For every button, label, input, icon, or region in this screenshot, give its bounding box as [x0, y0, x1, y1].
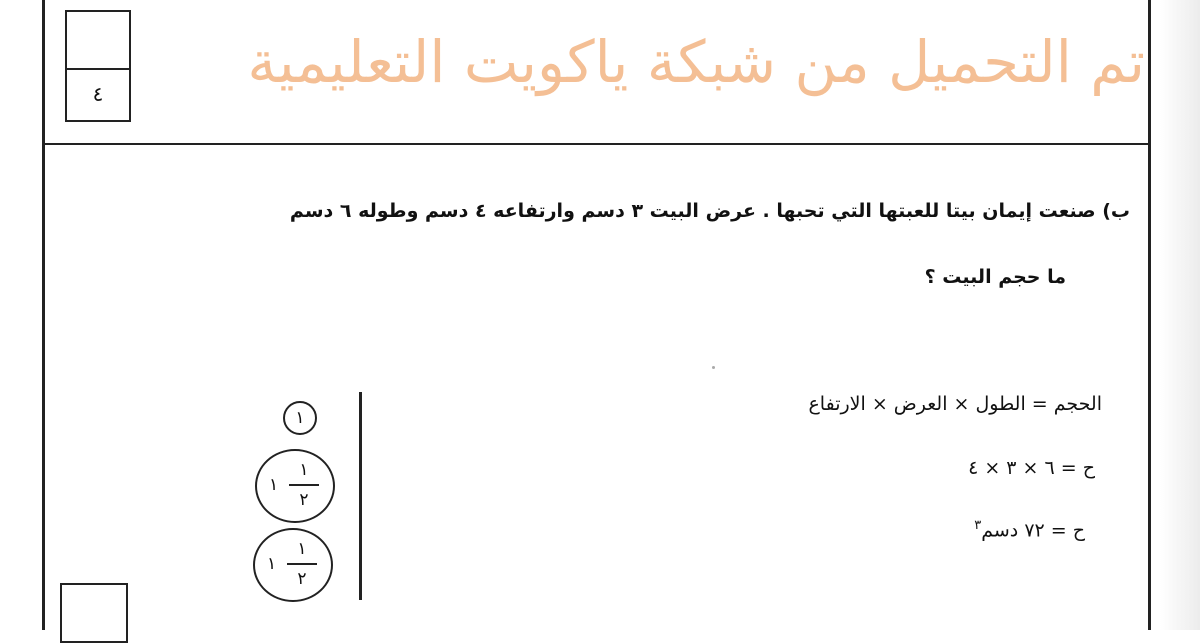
watermark-text: تم التحميل من شبكة ياكويت التعليمية	[247, 28, 1145, 96]
mark-2-whole: ١	[269, 475, 279, 495]
mark-2-denominator: ٢	[299, 490, 309, 510]
mark-3-whole: ١	[267, 554, 277, 574]
grading-divider	[359, 392, 362, 600]
question-line-1: ب) صنعت إيمان بيتا للعبتها التي تحبها . عرض البيت ٣ دسم وارتفاعه ٤ دسم وطوله ٦ دسم	[289, 200, 1130, 222]
mark-2-fraction-bar	[289, 484, 319, 486]
mark-3-numerator: ١	[297, 539, 307, 559]
grading-mark-1: ١	[283, 401, 317, 435]
score-box-value: ٤	[92, 82, 104, 106]
mark-3-fraction-bar	[287, 563, 317, 565]
frame-right-border	[1148, 0, 1151, 630]
answer-result-main: ح = ٧٢ دسم	[981, 519, 1085, 542]
answer-result	[820, 518, 1085, 541]
grading-mark-2	[255, 449, 335, 523]
question-line-2: ما حجم البيت ؟	[924, 266, 1066, 288]
answer-formula: الحجم = الطول × العرض × الارتفاع	[808, 393, 1102, 415]
mark-3-denominator: ٢	[297, 569, 307, 589]
mark-2-numerator: ١	[299, 460, 309, 480]
scan-speck	[712, 366, 715, 369]
answer-result-unit-power: ٣	[974, 518, 982, 533]
frame-left-border	[42, 0, 45, 630]
grading-mark-3	[253, 528, 333, 602]
header-divider	[42, 143, 1151, 145]
score-box-bottom	[60, 583, 128, 643]
answer-substitution: ح = ٦ × ٣ × ٤	[968, 457, 1095, 479]
score-box	[65, 10, 131, 122]
page-edge-shadow	[1160, 0, 1200, 630]
score-box-divider	[67, 68, 129, 70]
